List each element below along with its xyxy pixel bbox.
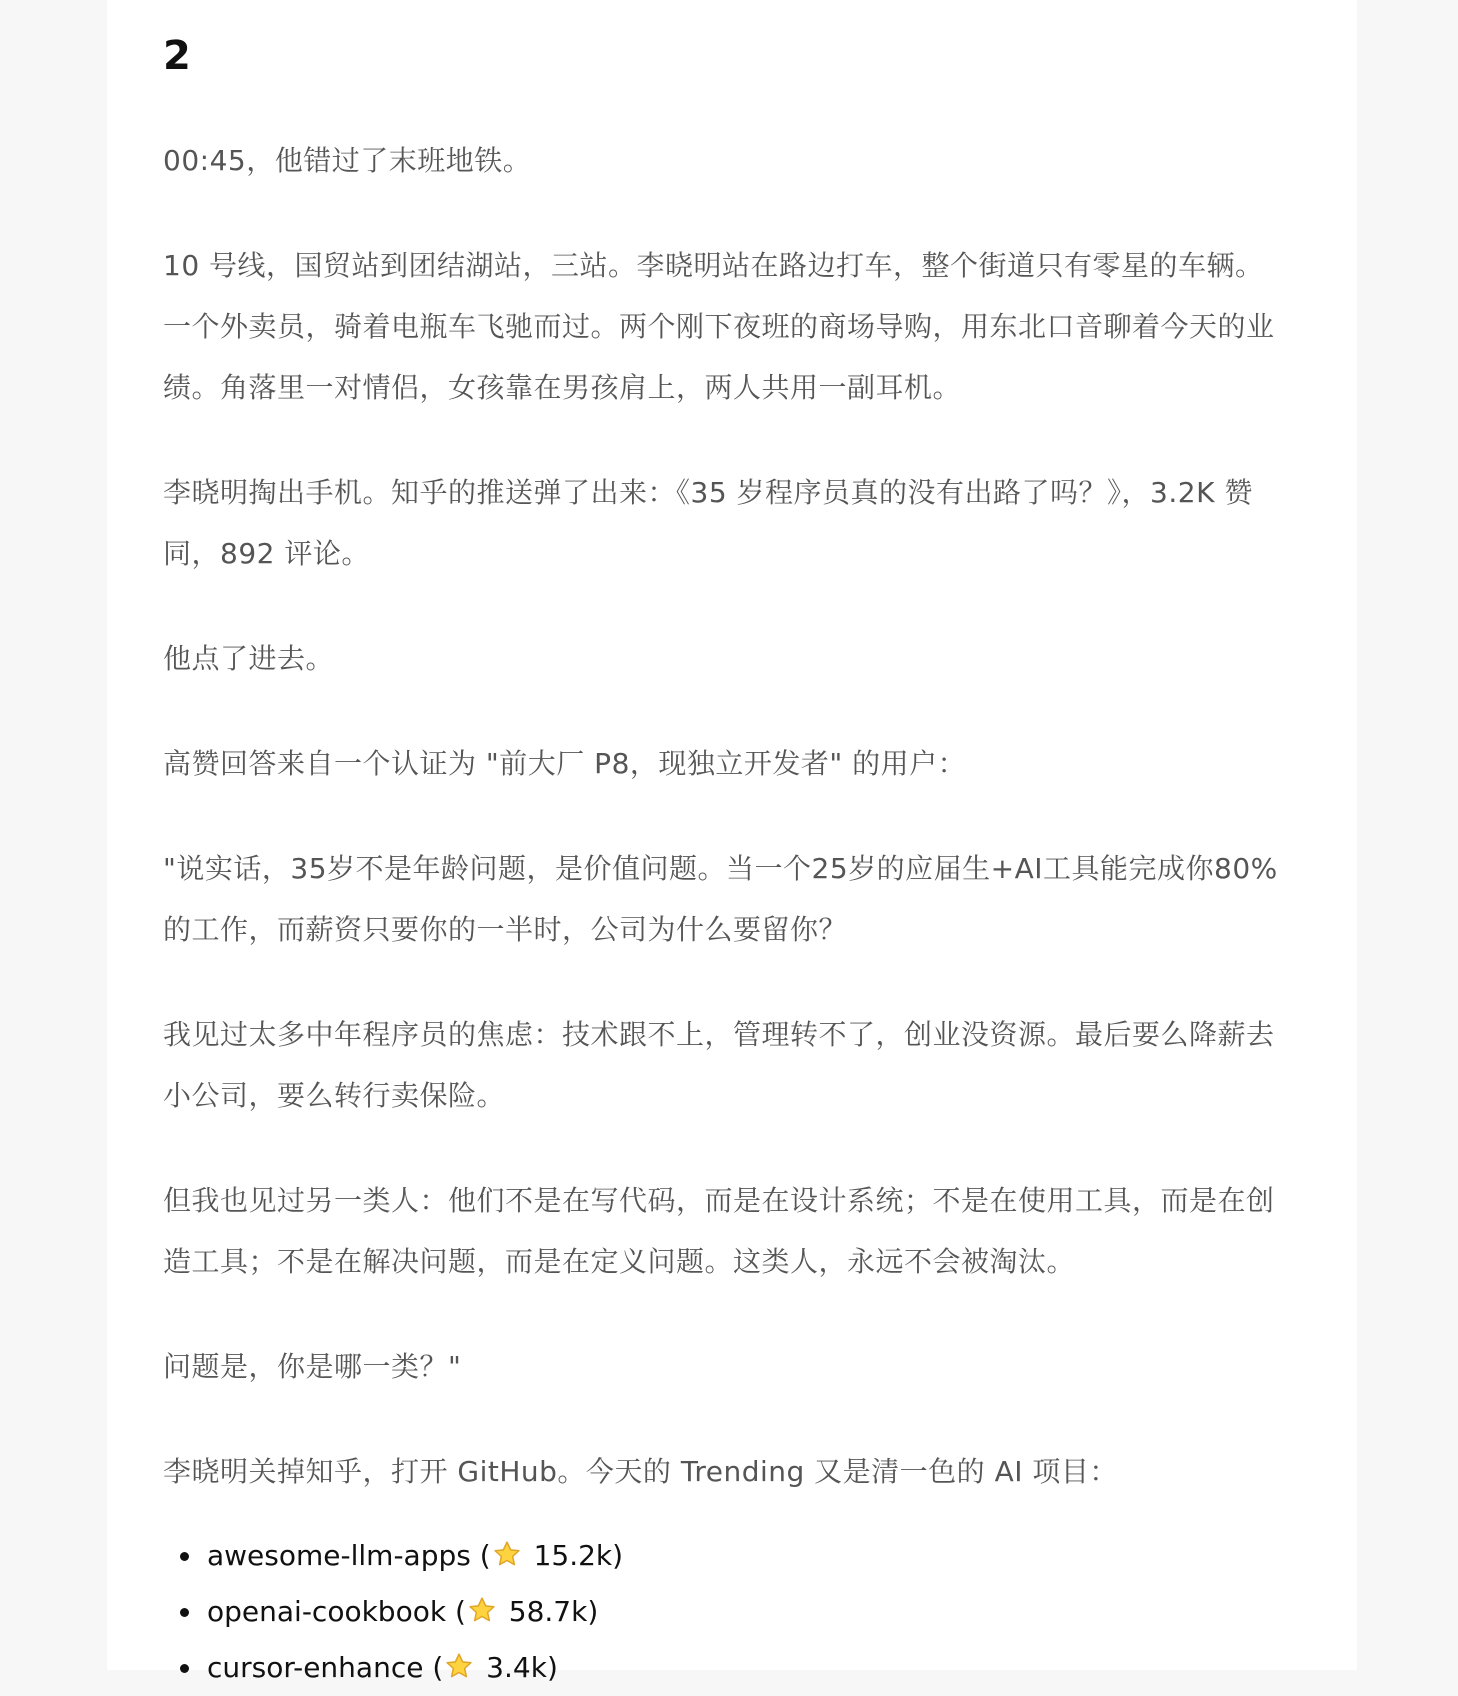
paragraph-10: 李晓明关掉知乎，打开 GitHub。今天的 Trending 又是清一色的 AI 项目：: [163, 1455, 1118, 1488]
star-icon: [467, 1595, 497, 1625]
paragraph-4: 他点了进去。: [163, 642, 335, 675]
star-count: 3.4k: [477, 1651, 547, 1684]
list-item-awesome-llm-apps: [207, 1528, 1279, 1584]
paragraph-9: 问题是，你是哪一类？": [163, 1350, 462, 1383]
star-icon: [444, 1651, 474, 1681]
star-count: 15.2k: [524, 1539, 613, 1572]
paren-close: ): [612, 1539, 624, 1572]
paragraph-8: 但我也见过另一类人：他们不是在写代码，而是在设计系统；不是在使用工具，而是在创造工具；不是在解决问题，而是在定义问题。这类人，永远不会被淘汰。: [163, 1184, 1275, 1278]
paragraph-5: 高赞回答来自一个认证为 "前大厂 P8，现独立开发者" 的用户：: [163, 747, 967, 780]
paren-open: (: [470, 1539, 491, 1572]
trending-repo-list: [163, 1528, 1279, 1696]
article-body: [163, 130, 1279, 1696]
paragraph-3: 李晓明掏出手机。知乎的推送弹了出来：《35 岁程序员真的没有出路了吗？》，3.2K 赞同，892 评论。: [163, 476, 1253, 570]
star-count: 58.7k: [499, 1595, 588, 1628]
list-item-cursor-enhance: [207, 1640, 1279, 1696]
paren-close: ): [546, 1651, 558, 1684]
section-heading: 2: [163, 33, 191, 79]
star-icon: [492, 1539, 522, 1569]
repo-name: openai-cookbook: [207, 1595, 447, 1628]
paragraph-1: 00:45，他错过了末班地铁。: [163, 144, 532, 177]
paragraph-6: "说实话，35岁不是年龄问题，是价值问题。当一个25岁的应届生+AI工具能完成你80%的工作，而薪资只要你的一半时，公司为什么要留你？: [163, 852, 1278, 946]
list-item-openai-cookbook: [207, 1584, 1279, 1640]
repo-name: cursor-enhance: [207, 1651, 424, 1684]
paragraph-2: 10 号线，国贸站到团结湖站，三站。李晓明站在路边打车，整个街道只有零星的车辆。一个外卖员，骑着电瓶车飞驰而过。两个刚下夜班的商场导购，用东北口音聊着今天的业绩。角落里一对情侣，女孩靠在男孩肩上，两人共用一副耳机。: [163, 249, 1275, 404]
repo-name: awesome-llm-apps: [207, 1539, 471, 1572]
paragraph-7: 我见过太多中年程序员的焦虑：技术跟不上，管理转不了，创业没资源。最后要么降薪去小公司，要么转行卖保险。: [163, 1018, 1275, 1112]
article-page: [107, 0, 1357, 1684]
paren-open: (: [446, 1595, 466, 1628]
paren-close: ): [587, 1595, 599, 1628]
paren-open: (: [423, 1651, 444, 1684]
